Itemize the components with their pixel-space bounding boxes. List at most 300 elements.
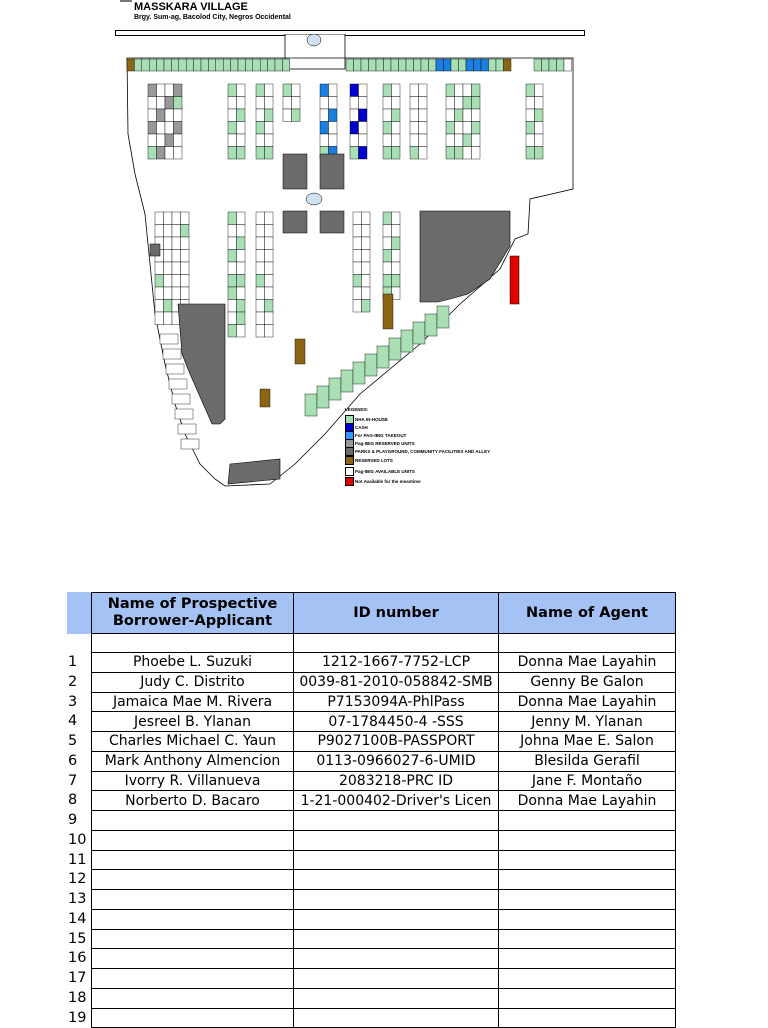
lot-parcel xyxy=(165,134,174,147)
lot-parcel xyxy=(166,364,184,374)
agent-name-cell: Genny Be Galon xyxy=(499,672,676,692)
table-row-empty xyxy=(92,890,676,910)
table-cell xyxy=(294,949,499,969)
table-row-empty xyxy=(92,870,676,890)
row-number: 9 xyxy=(67,811,91,831)
community-area-2 xyxy=(320,211,344,233)
lot-parcel xyxy=(496,59,504,71)
lot-parcel xyxy=(165,84,174,97)
applicant-table xyxy=(91,592,676,1028)
lot-parcel xyxy=(283,109,292,122)
table-row-empty xyxy=(92,811,676,831)
lot-parcel xyxy=(535,97,544,110)
table-body xyxy=(92,634,676,1028)
lot-parcel xyxy=(535,134,544,147)
legend-swatch xyxy=(345,456,354,465)
lot-parcel xyxy=(237,325,246,338)
lot-parcel xyxy=(155,300,164,313)
lot-parcel xyxy=(237,300,246,313)
lot-parcel xyxy=(526,147,535,160)
lot-parcel xyxy=(148,122,157,135)
lot-parcel xyxy=(172,225,181,238)
header-id-number: ID number xyxy=(294,593,499,634)
lot-parcel xyxy=(455,109,464,122)
lot-parcel xyxy=(265,225,274,238)
lot-parcel xyxy=(256,84,265,97)
lot-parcel xyxy=(413,322,425,344)
lot-parcel xyxy=(237,122,246,135)
lot-parcel xyxy=(350,147,359,160)
lot-parcel xyxy=(320,97,329,110)
legend-item xyxy=(345,431,490,439)
id-number-cell: 1-21-000402-Driver's Licen xyxy=(294,791,499,811)
lot-parcel xyxy=(353,237,362,250)
table-cell xyxy=(92,929,294,949)
lot-parcel xyxy=(265,97,274,110)
lot-parcel xyxy=(383,237,392,250)
lot-parcel xyxy=(157,84,166,97)
row-number: 7 xyxy=(67,772,91,792)
lot-parcel xyxy=(256,325,265,338)
id-number-cell: P7153094A-PhlPass xyxy=(294,692,499,712)
table-cell xyxy=(499,830,676,850)
lot-parcel xyxy=(164,262,173,275)
lot-parcel xyxy=(365,354,377,376)
lot-parcel xyxy=(410,122,419,135)
table-cell xyxy=(92,634,294,653)
lot-parcel xyxy=(157,109,166,122)
row-number: 16 xyxy=(67,949,91,969)
table-row-empty xyxy=(92,830,676,850)
lot-parcel xyxy=(472,122,481,135)
lot-parcel xyxy=(256,250,265,263)
lot-parcel xyxy=(265,212,274,225)
lot-parcel xyxy=(292,97,301,110)
table-cell xyxy=(499,969,676,989)
lot-parcel xyxy=(329,134,338,147)
lot-parcel xyxy=(172,250,181,263)
lot-parcel xyxy=(228,312,237,325)
lot-parcel xyxy=(265,250,274,263)
lot-parcel xyxy=(474,59,482,71)
lot-parcel xyxy=(127,59,134,71)
lot-parcel xyxy=(194,59,201,71)
lot-parcel xyxy=(265,300,274,313)
lot-parcel xyxy=(228,212,237,225)
unavailable-lots xyxy=(510,256,519,304)
lot-parcel xyxy=(148,97,157,110)
lot-parcel xyxy=(237,147,246,160)
lot-parcel xyxy=(265,275,274,288)
lot-parcel xyxy=(446,134,455,147)
lot-parcel xyxy=(181,287,190,300)
lot-parcel xyxy=(383,109,392,122)
table-cell xyxy=(294,830,499,850)
lot-parcel xyxy=(237,262,246,275)
lot-parcel xyxy=(526,122,535,135)
lot-parcel xyxy=(535,109,544,122)
legend-label: Pag-IBIG RESERVED UNITS xyxy=(355,441,415,446)
table-cell xyxy=(92,909,294,929)
agent-name-cell: Johna Mae E. Salon xyxy=(499,732,676,752)
id-number-cell: 0113-0966027-6-UMID xyxy=(294,751,499,771)
lot-parcel xyxy=(275,59,282,71)
lot-parcel xyxy=(350,84,359,97)
lot-parcel xyxy=(455,97,464,110)
lot-parcel xyxy=(472,97,481,110)
lot-parcel xyxy=(164,59,171,71)
borrower-name-cell: Mark Anthony Almencion xyxy=(92,751,294,771)
lot-parcel xyxy=(320,134,329,147)
lot-parcel xyxy=(228,109,237,122)
lot-parcel xyxy=(228,84,237,97)
lot-parcel xyxy=(392,84,401,97)
lot-parcel xyxy=(155,312,164,325)
table-cell xyxy=(499,634,676,653)
lot-parcel xyxy=(283,84,292,97)
lot-parcel xyxy=(172,394,190,404)
lot-parcel xyxy=(392,262,401,275)
lot-parcel xyxy=(383,262,392,275)
lot-parcel xyxy=(446,109,455,122)
table-spacer-row xyxy=(92,634,676,653)
lot-parcel xyxy=(419,97,428,110)
lot-parcel xyxy=(369,59,377,71)
table-cell xyxy=(499,1008,676,1028)
lot-parcel xyxy=(163,349,181,359)
borrower-name-cell: Norberto D. Bacaro xyxy=(92,791,294,811)
row-number: 17 xyxy=(67,969,91,989)
lot-parcel xyxy=(362,225,371,238)
lot-parcel xyxy=(392,225,401,238)
lot-parcel xyxy=(256,300,265,313)
lot-parcel xyxy=(419,122,428,135)
lot-parcel xyxy=(429,59,437,71)
lot-parcel xyxy=(463,84,472,97)
table-cell xyxy=(92,830,294,850)
table-cell xyxy=(499,850,676,870)
lot-parcel xyxy=(228,237,237,250)
lot-parcel xyxy=(383,134,392,147)
lot-parcel xyxy=(414,59,422,71)
lot-parcel xyxy=(419,84,428,97)
lot-parcel xyxy=(228,275,237,288)
table-cell xyxy=(92,811,294,831)
table-row xyxy=(92,791,676,811)
lot-parcel xyxy=(389,338,401,360)
lot-parcel xyxy=(148,109,157,122)
table-header-row xyxy=(92,593,676,634)
table-cell xyxy=(499,988,676,1008)
row-number: 5 xyxy=(67,732,91,752)
lot-parcel xyxy=(377,346,389,368)
lot-parcel xyxy=(256,237,265,250)
lot-parcel xyxy=(353,300,362,313)
lot-parcel xyxy=(504,59,512,71)
lot-parcel xyxy=(164,275,173,288)
village-title: MASSKARA VILLAGE xyxy=(134,1,248,13)
table-cell xyxy=(294,988,499,1008)
lot-parcel xyxy=(446,147,455,160)
table-cell xyxy=(294,969,499,989)
lot-parcel xyxy=(446,122,455,135)
lot-parcel xyxy=(455,147,464,160)
lot-parcel xyxy=(436,59,444,71)
lot-parcel xyxy=(256,109,265,122)
lot-parcel xyxy=(256,312,265,325)
lot-parcel xyxy=(172,237,181,250)
lot-parcel xyxy=(155,275,164,288)
legend-label: PARKS & PLAYGROUND, COMMUNITY FACILITIES AND ALLEY xyxy=(355,449,490,454)
facility-area-bottom xyxy=(228,459,280,484)
lot-parcel xyxy=(256,122,265,135)
lot-parcel xyxy=(165,109,174,122)
table-cell xyxy=(499,870,676,890)
park-area-right xyxy=(420,211,510,302)
lot-parcel xyxy=(181,212,190,225)
lot-parcel xyxy=(392,109,401,122)
lot-parcel xyxy=(228,262,237,275)
lot-parcel xyxy=(164,212,173,225)
lot-parcel xyxy=(350,97,359,110)
lot-parcel xyxy=(178,424,196,434)
lot-parcel xyxy=(305,394,317,416)
row-number: 1 xyxy=(67,653,91,673)
lot-parcel xyxy=(256,212,265,225)
lot-parcel xyxy=(419,109,428,122)
lot-parcel xyxy=(237,212,246,225)
agent-name-cell: Jane F. Montaño xyxy=(499,771,676,791)
lot-parcel xyxy=(535,122,544,135)
table-cell xyxy=(92,850,294,870)
lot-parcel xyxy=(174,122,183,135)
lot-parcel xyxy=(174,109,183,122)
lot-parcel xyxy=(557,59,565,71)
lot-parcel xyxy=(265,109,274,122)
table-cell xyxy=(92,1008,294,1028)
legend-label: Not Available for the meantime xyxy=(355,479,421,484)
table-cell xyxy=(294,890,499,910)
lot-parcel xyxy=(535,84,544,97)
lot-parcel xyxy=(383,212,392,225)
lot-parcel xyxy=(256,262,265,275)
lot-parcel xyxy=(383,97,392,110)
lot-parcel xyxy=(444,59,452,71)
lot-parcel xyxy=(535,147,544,160)
lot-parcel xyxy=(228,325,237,338)
lot-parcel xyxy=(237,250,246,263)
lot-parcel xyxy=(160,334,178,344)
id-number-cell: 0039-81-2010-058842-SMB xyxy=(294,672,499,692)
table-cell xyxy=(499,811,676,831)
table-cell xyxy=(499,890,676,910)
lot-parcel xyxy=(346,59,354,71)
lot-parcel xyxy=(237,237,246,250)
lot-parcel xyxy=(392,275,401,288)
table-cell xyxy=(294,1008,499,1028)
table-row-empty xyxy=(92,909,676,929)
lot-parcel xyxy=(179,59,186,71)
lot-parcel xyxy=(256,134,265,147)
lot-parcel xyxy=(174,147,183,160)
fine-print-mark xyxy=(120,0,132,2)
lot-parcel xyxy=(237,134,246,147)
lot-parcel xyxy=(237,312,246,325)
lot-parcel xyxy=(359,97,368,110)
lot-parcel xyxy=(362,250,371,263)
table-row xyxy=(92,692,676,712)
lot-parcel xyxy=(463,109,472,122)
lot-parcel xyxy=(265,262,274,275)
legend-swatch xyxy=(345,447,354,456)
lot-parcel xyxy=(283,97,292,110)
table-row xyxy=(92,653,676,673)
lot-parcel xyxy=(392,97,401,110)
lot-parcel xyxy=(406,59,414,71)
agent-name-cell: Donna Mae Layahin xyxy=(499,791,676,811)
lot-parcel xyxy=(165,122,174,135)
lot-parcel xyxy=(164,225,173,238)
lot-parcel xyxy=(410,84,419,97)
lot-parcel xyxy=(350,134,359,147)
lot-parcel xyxy=(354,59,362,71)
borrower-name-cell: Jamaica Mae M. Rivera xyxy=(92,692,294,712)
lot-parcel xyxy=(155,225,164,238)
table-cell xyxy=(92,870,294,890)
lot-parcel xyxy=(181,250,190,263)
lot-parcel xyxy=(410,134,419,147)
lot-parcel xyxy=(282,59,289,71)
lot-parcel xyxy=(446,97,455,110)
lot-parcel xyxy=(245,59,252,71)
lot-parcel xyxy=(268,59,275,71)
table-cell xyxy=(499,949,676,969)
community-area-3 xyxy=(283,154,307,189)
row-number: 18 xyxy=(67,989,91,1009)
lot-parcel xyxy=(419,134,428,147)
lot-parcel xyxy=(292,84,301,97)
table-cell xyxy=(92,890,294,910)
lot-parcel xyxy=(265,134,274,147)
lot-parcel xyxy=(392,237,401,250)
lot-parcel xyxy=(157,59,164,71)
lot-parcel xyxy=(228,147,237,160)
lot-parcel xyxy=(231,59,238,71)
row-number: 14 xyxy=(67,910,91,930)
lot-parcel xyxy=(157,147,166,160)
lot-parcel xyxy=(265,312,274,325)
lot-parcel xyxy=(392,212,401,225)
borrower-name-cell: Phoebe L. Suzuki xyxy=(92,653,294,673)
borrower-name-cell: Judy C. Distrito xyxy=(92,672,294,692)
table-row xyxy=(92,771,676,791)
lot-parcel xyxy=(353,287,362,300)
lot-parcel xyxy=(228,250,237,263)
lot-parcel xyxy=(391,59,399,71)
lot-parcel xyxy=(350,109,359,122)
lot-parcel xyxy=(320,122,329,135)
legend-title: LEGENDS: xyxy=(345,407,490,412)
lot-parcel xyxy=(228,97,237,110)
lot-parcel xyxy=(392,134,401,147)
table-cell xyxy=(499,909,676,929)
header-borrower-name: Name of Prospective Borrower-Applicant xyxy=(92,593,294,634)
lot-parcel xyxy=(437,306,449,328)
row-number: 8 xyxy=(67,791,91,811)
table-row-empty xyxy=(92,969,676,989)
lot-parcel xyxy=(165,97,174,110)
legend-swatch xyxy=(345,467,354,476)
lot-parcel xyxy=(362,300,371,313)
lot-parcel xyxy=(148,134,157,147)
map-legend xyxy=(345,407,490,485)
lot-parcel xyxy=(174,97,183,110)
lot-parcel xyxy=(174,84,183,97)
lot-parcel xyxy=(237,225,246,238)
lot-parcel xyxy=(410,147,419,160)
table-cell xyxy=(294,870,499,890)
legend-item xyxy=(345,447,490,455)
lot-parcel xyxy=(353,212,362,225)
lot-parcel xyxy=(446,84,455,97)
agent-name-cell: Donna Mae Layahin xyxy=(499,692,676,712)
lot-parcel xyxy=(329,122,338,135)
id-number-cell: P9027100B-PASSPORT xyxy=(294,732,499,752)
lot-parcel xyxy=(463,97,472,110)
lot-parcel xyxy=(181,262,190,275)
lot-parcel xyxy=(329,378,341,400)
agent-name-cell: Blesilda Gerafil xyxy=(499,751,676,771)
lot-parcel xyxy=(172,287,181,300)
lot-parcel xyxy=(174,134,183,147)
lot-parcel xyxy=(329,97,338,110)
lot-parcel xyxy=(526,84,535,97)
id-number-cell: 2083218-PRC ID xyxy=(294,771,499,791)
table-cell xyxy=(92,969,294,989)
lot-parcel xyxy=(181,225,190,238)
alley-strip xyxy=(150,244,160,256)
lot-parcel xyxy=(142,59,149,71)
lot-parcel xyxy=(410,97,419,110)
legend-swatch xyxy=(345,477,354,486)
agent-name-cell: Jenny M. Ylanan xyxy=(499,712,676,732)
lot-parcel xyxy=(392,122,401,135)
lot-parcel xyxy=(353,262,362,275)
row-number: 3 xyxy=(67,693,91,713)
lot-parcel xyxy=(265,84,274,97)
lot-parcel xyxy=(265,122,274,135)
lot-parcel xyxy=(353,362,365,384)
lot-parcel xyxy=(353,275,362,288)
lot-parcel xyxy=(329,84,338,97)
row-number: 2 xyxy=(67,673,91,693)
lot-parcel xyxy=(157,97,166,110)
lot-parcel xyxy=(223,59,230,71)
lot-parcel xyxy=(383,250,392,263)
community-area-1 xyxy=(283,211,307,233)
lot-parcel xyxy=(526,134,535,147)
lot-parcel xyxy=(451,59,459,71)
lot-parcel xyxy=(292,109,301,122)
row-number: 13 xyxy=(67,890,91,910)
lot-parcel xyxy=(149,59,156,71)
lot-parcel xyxy=(238,59,245,71)
lot-parcel xyxy=(455,122,464,135)
lot-parcel xyxy=(155,262,164,275)
table-cell xyxy=(294,634,499,653)
legend-label: For PAG-IBIG TAKEOUT xyxy=(355,433,406,438)
lot-parcel xyxy=(534,59,542,71)
